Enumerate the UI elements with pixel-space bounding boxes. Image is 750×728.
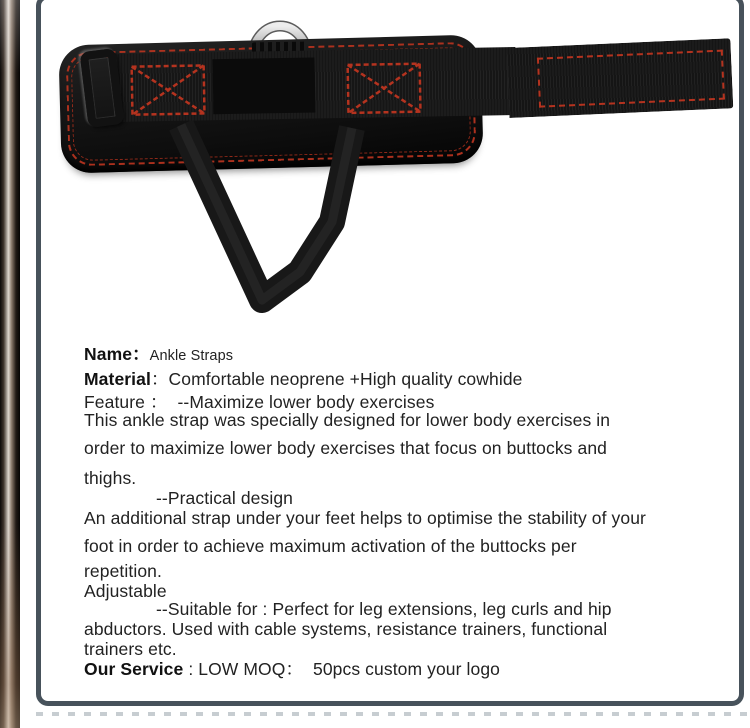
- suitable-line-3: trainers etc.: [84, 639, 177, 659]
- para2-line-3: repetition.: [84, 561, 162, 581]
- para1-line-2: order to maximize lower body exercises that focus on buttocks and: [84, 438, 607, 458]
- adjustable-line: Adjustable: [84, 581, 167, 601]
- name-label: Name：: [84, 344, 150, 364]
- para2-line-2: foot in order to achieve maximum activation of the buttocks per: [84, 536, 577, 556]
- service-line: [84, 656, 732, 679]
- practical-design-line: --Practical design: [156, 488, 293, 508]
- product-photo: [0, 0, 750, 340]
- tail-stitched-patch: [537, 50, 725, 108]
- stitch-x-box-left: [130, 63, 207, 116]
- suitable-line-2: abductors. Used with cable systems, resistance trainers, functional: [84, 619, 608, 639]
- material-value: ：Comfortable neoprene +High quality cowhide: [150, 369, 523, 389]
- velcro-loop-patch: [213, 57, 316, 114]
- foot-loop-strap: [145, 115, 375, 320]
- strap-tail: [506, 38, 733, 118]
- para2-line-1: An additional strap under your feet helps to optimise the stability of your: [84, 508, 646, 528]
- para1-line-3: thighs.: [84, 468, 137, 488]
- feature-line: Feature ： --Maximize lower body exercises: [84, 392, 435, 412]
- name-line: [84, 341, 732, 366]
- velcro-band: [113, 47, 516, 122]
- material-line: [84, 366, 732, 389]
- service-value: : LOW MOQ： 50pcs custom your logo: [183, 659, 501, 679]
- name-value: Ankle Straps: [149, 348, 234, 364]
- product-description-text: [84, 341, 732, 679]
- suitable-line-1: --Suitable for : Perfect for leg extensions, leg curls and hip: [156, 599, 612, 619]
- service-label: Our Service: [84, 659, 184, 679]
- bottom-dashed-line: [36, 712, 750, 716]
- material-label: Material: [84, 369, 151, 389]
- stitch-x-box-right: [346, 62, 423, 115]
- para1-line-1: This ankle strap was specially designed for lower body exercises in: [84, 410, 611, 430]
